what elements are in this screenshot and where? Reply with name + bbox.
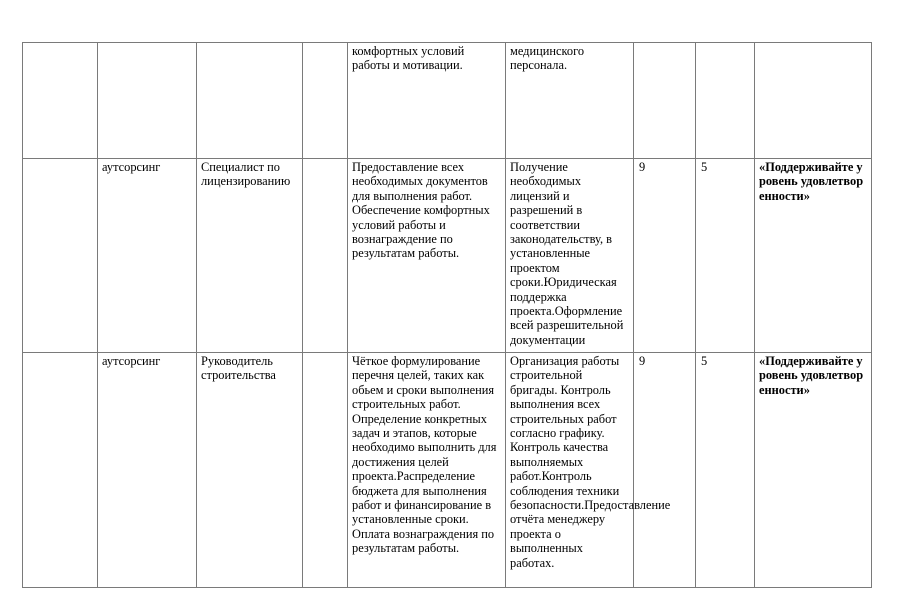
score-a-text: 9 [639, 354, 646, 368]
cell-score-a [634, 353, 696, 588]
cell-empty [303, 353, 348, 588]
cell-role [197, 353, 303, 588]
stakeholder-table [22, 42, 872, 588]
results-text: Получение необходимых лицензий и разрешений в соответствии законодательству, в установленные проектом сроки.Юридическая поддержка проекта.Оформление всей разрешительной документации [510, 160, 624, 347]
cell-role [197, 159, 303, 353]
cell-score-b [696, 353, 755, 588]
cell-score-a [634, 159, 696, 353]
cell-type [98, 43, 197, 159]
cell-results [506, 159, 634, 353]
recommendation-text: «Поддерживайте уровень удовлетворенности» [759, 160, 864, 203]
cell-type [98, 353, 197, 588]
cell-score-b [696, 43, 755, 159]
table-row [23, 353, 872, 588]
type-text: аутсорсинг [102, 160, 161, 174]
cell-score-a [634, 43, 696, 159]
type-text: аутсорсинг [102, 354, 161, 368]
table-row [23, 159, 872, 353]
cell-results [506, 43, 634, 159]
cell-role [197, 43, 303, 159]
requirements-text: Чёткое формулирование перечня целей, таких как обьем и сроки выполнения строительных работ. Определение конкретных задач и этапов, которые необходимо выполнить для достижения целей проекта.Распределение бюджета для выполнения работ и финансирование в установленные сроки. Оплата вознаграждения по результатам работы. [352, 354, 497, 556]
cell-empty [23, 43, 98, 159]
recommendation-text: «Поддерживайте уровень удовлетворенности» [759, 354, 864, 397]
requirements-text: комфортных условий работы и мотивации. [352, 44, 465, 73]
cell-recommendation [755, 43, 872, 159]
cell-empty [303, 43, 348, 159]
cell-results [506, 353, 671, 588]
cell-requirements [348, 43, 506, 159]
cell-requirements [348, 159, 506, 353]
cell-recommendation [755, 353, 872, 588]
cell-empty [23, 159, 98, 353]
cell-type [98, 159, 197, 353]
role-text: Руководитель строительства [201, 354, 276, 383]
cell-empty [23, 353, 98, 588]
cell-requirements [348, 353, 506, 588]
requirements-text: Предоставление всех необходимых документов для выполнения работ. Обеспечение комфортных условий работы и вознаграждение по результатам работы. [352, 160, 490, 261]
score-a-text: 9 [639, 160, 646, 174]
results-text: Организация работы строительной бригады. Контроль выполнения всех строительных работ согласно графику. Контроль качества выполняемых работ.Контроль соблюдения техники безопасности.Предоставление отчёта менеджеру проекта о выполненных работах. [510, 354, 671, 570]
score-b-text: 5 [701, 160, 708, 174]
results-text: медицинского персонала. [510, 44, 585, 73]
table-row [23, 43, 872, 159]
role-text: Специалист по лицензированию [201, 160, 291, 189]
cell-score-b [696, 159, 755, 353]
cell-empty [303, 159, 348, 353]
score-b-text: 5 [701, 354, 708, 368]
cell-recommendation [755, 159, 872, 353]
